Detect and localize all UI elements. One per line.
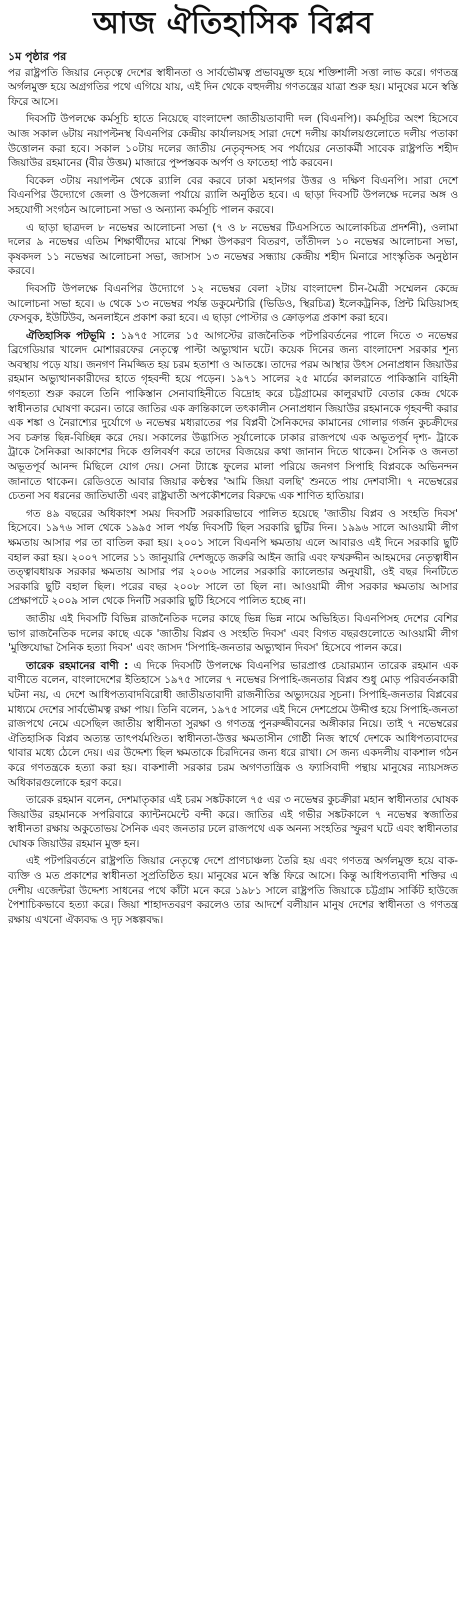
section-heading-message: তারেক রহমানের বাণী : (26, 659, 129, 672)
article-body (8, 50, 458, 927)
paragraph: এই পটপরিবর্তনে রাষ্ট্রপতি জিয়ার নেতৃত্বে দেশে প্রাণচাঞ্চল্য তৈরি হয় এবং গণতন্ত্র অর্গলমুক্ত হয়ে বাক-ব্যক্তি ও মত প্রকাশের স্বাধীনতা সুপ্রতিষ্ঠিত হয়। মানুষের মনে স্বস্তি ফিরে আসে। কিন্তু আধিপত্যবাদী শক্তির এ দেশীয় এজেন্টরা উদ্দেশ্য সাধনের পথে কাঁটা মনে করে ১৯৮১ সালে রাষ্ট্রপতি জিয়াকে চট্টগ্রাম সার্কিট হাউজে পৈশাচিকভাবে হত্যা করে। জিয়া শাহাদতবরণ করলেও তার আদর্শে বলীয়ান মানুষ দেশের স্বাধীনতা ও গণতন্ত্র রক্ষায় এখনো ঐক্যবদ্ধ ও দৃঢ় সঙ্কল্পবদ্ধ। (8, 855, 458, 926)
paragraph: এ ছাড়া ছাত্রদল ৮ নভেম্বর আলোচনা সভা (৭ ও ৮ নভেম্বর টিএসসিতে আলোকচিত্র প্রদর্শনী), ওলামা দলের ৯ নভেম্বর এতিম শিক্ষার্থীদের মাঝে শিক্ষা উপকরণ বিতরণ, তাঁতীদল ১০ নভেম্বর আলোচনা সভা, কৃষকদল ১১ নভেম্বর আলোচনা সভা, জাসাস ১৩ নভেম্বর সন্ধ্যায় কেন্দ্রীয় শহীদ মিনারে সাংস্কৃতিক অনুষ্ঠান করবে। (8, 221, 458, 278)
paragraph: গত ৪৯ বছরের অধিকাংশ সময় দিবসটি সরকারিভাবে পালিত হয়েছে 'জাতীয় বিপ্লব ও সংহতি দিবস' হিসেবে। ১৯৭৬ সাল থেকে ১৯৯৫ সাল পর্যন্ত দিবসটি ছিল সরকারি ছুটির দিন। ১৯৯৬ সালে আওয়ামী লীগ ক্ষমতায় আসার পর তা বাতিল করা হয়। ২০০১ সালে বিএনপি ক্ষমতায় এলে আবারও এই দিনে সরকারি ছুটি বহাল করা হয়। ২০০৭ সালের ১১ জানুয়ারি দেশজুড়ে জরুরি আইন জারি এবং ফখরুদ্দীন আহমদের নেতৃত্বাধীন তত্ত্বাবধায়ক সরকার ক্ষমতায় আসার পর ২০০৬ সালের সরকারি ক্যালেন্ডার অনুযায়ী, ওই বছর দিনটিতে সরকারি ছুটি বহাল ছিল। পরের বছর ২০০৮ সালে তা ছিল না। আওয়ামী লীগ সরকার ক্ষমতায় আসার প্রেক্ষাপটে ২০০৯ সাল থেকে দিনটি সরকারি ছুটি হিসেবে পালিত হচ্ছে না। (8, 507, 458, 608)
paragraph: তারেক রহমান বলেন, দেশমাতৃকার এই চরম সঙ্কটকালে ৭৫ এর ৩ নভেম্বর কুচক্রীরা মহান স্বাধীনতার ঘোষক জিয়াউর রহমানকে সপরিবারে ক্যান্টনমেন্টে বন্দী করে। জাতির এই গভীর সঙ্কটকালে ৭ নভেম্বর স্বজাতির স্বাধীনতা রক্ষায় অকুতোভয় সৈনিক এবং জনতার ঢলে রাজপথে এক অনন্য সংহতির স্ফুরণ ঘটে এবং স্বাধীনতার ঘোষক জিয়াউর রহমান মুক্ত হন। (8, 794, 458, 850)
paragraph: বিকেল ৩টায় নয়াপল্টন থেকে র‍্যালি বের করবে ঢাকা মহানগর উত্তর ও দক্ষিণ বিএনপি। সারা দেশে বিএনপির উদ্যোগে জেলা ও উপজেলা পর্যায়ে র‍্যালি অনুষ্ঠিত হবে। এ ছাড়া দিবসটি উপলক্ষে দলের অঙ্গ ও সহযোগী সংগঠন আলোচনা সভা ও অন্যান্য কর্মসূচি পালন করবে। (8, 174, 458, 216)
continued-label: ১ম পৃষ্ঠার পর (8, 50, 67, 63)
section-heading-history: ঐতিহাসিক পটভূমি : (26, 329, 116, 342)
section-message (8, 659, 458, 790)
section-history (8, 329, 458, 504)
headline: আজ ঐতিহাসিক বিপ্লব (92, 6, 374, 41)
paragraph: দিবসটি উপলক্ষে বিএনপির উদ্যোগে ১২ নভেম্বর বেলা ২টায় বাংলাদেশ চীন-মৈত্রী সম্মেলন কেন্দ্রে আলোচনা সভা হবে। ৬ থেকে ১৩ নভেম্বর পর্যন্ত ডকুমেন্টারি (ভিডিও, স্থিরচিত্র) ইলেকট্রনিক, প্রিন্ট মিডিয়াসহ ফেসবুক, ইউটিউব, অনলাইনে প্রকাশ করা হবে। এ ছাড়া পোস্টার ও ক্রোড়পত্র প্রকাশ করা হবে। (8, 282, 458, 325)
section-message-text: এ দিকে দিবসটি উপলক্ষে বিএনপির ভারপ্রাপ্ত চেয়ারম্যান তারেক রহমান এক বাণীতে বলেন, বাংলাদেশের ইতিহাসে ১৯৭৫ সালের ৭ নভেম্বর সিপাহি-জনতার বিপ্লব শুধু মোড় পরিবর্তনকারী ঘটনা নয়, এ দেশে আধিপত্যবাদবিরোধী জাতীয়তাবাদী রাজনীতির অভ্যুদয়ের সূচনা। সিপাহি-জনতার বিপ্লবের মাধ্যমে দেশের সার্বভৌমত্ব রক্ষা পায়। তিনি বলেন, ১৯৭৫ সালের এই দিনে দেশপ্রেমে উদ্দীপ্ত হয়ে সিপাহি-জনতা রাজপথে নেমে এসেছিল জাতীয় স্বাধীনতা সুরক্ষা ও গণতন্ত্র পুনরুজ্জীবনের অঙ্গীকার নিয়ে। তাই ৭ নভেম্বরের ঐতিহাসিক বিপ্লব অত্যন্ত তাৎপর্যমণ্ডিত। স্বাধীনতা-উত্তর ক্ষমতাসীন গোষ্ঠী নিজ স্বার্থে দেশকে আধিপত্যবাদের থাবার মধ্যে ঠেলে দেয়। এর উদ্দেশ্য ছিল ক্ষমতাকে চিরদিনের জন্য ধরে রাখা। সে জন্য একদলীয় বাকশাল গঠন করে গণতন্ত্রকে হত্যা করা হয়। বাকশালী সরকার চরম অগণতান্ত্রিক ও ফ্যাসিবাদী পন্থায় মানুষের ন্যায়সঙ্গত অধিকারগুলোকে হরণ করে। (8, 659, 458, 789)
section-history-text: ১৯৭৫ সালের ১৫ আগস্টের রাজনৈতিক পটপরিবর্তনের পালে দিতে ৩ নভেম্বর ব্রিগেডিয়ার খালেদ মোশাররফের নেতৃত্বে পাল্টা অভ্যুত্থান ঘটে। কয়েক দিনের জন্য বাংলাদেশ সরকার শূন্য অবস্থায় পড়ে যায়। জনগণ নিমজ্জিত হয় চরম হতাশা ও আতঙ্কে। তাদের পরম আস্থার উৎস সেনাপ্রধান জিয়াউর রহমান অভ্যুত্থানকারীদের হাতে গৃহবন্দী হয়ে পড়েন। ১৯৭১ সালের ২৫ মার্চের কালরাতে পাকিস্তানি বাহিনী গণহত্যা শুরু করলে তিনি পাকিস্তান সেনাবাহিনীতে বিদ্রোহ করে চট্টগ্রামের কালুরঘাট বেতার কেন্দ্র থেকে স্বাধীনতার ঘোষণা করেন। তারে জাতির এক ক্রান্তিকালে তৎকালীন সেনাপ্রধান জিয়াউর রহমানকে গৃহবন্দী করার এক শঙ্কা ও নৈরাশ্যের দুর্যোগে ৬ নভেম্বর মধ্যরাতের পর বিপ্লবী সৈনিকদের কামানের গোলার গর্জন কুচক্রীদের সব চক্রান্ত ছিন্ন-বিচ্ছিন্ন করে দেয়। সকালের উদ্ভাসিত সূর্যালোকে ঢাকার রাজপথে এক অভূতপূর্ব দৃশ্য- ট্রাকে ট্রাকে সৈনিকরা আকাশের দিকে গুলিবর্ষণ করে তাদের বিজয়ের কথা জানান দিতে থাকেন। সৈনিক ও জনতা অভূতপূর্ব আনন্দ মিছিলে যোগ দেয়। সেনা ট্যাঙ্কে ফুলের মালা পরিয়ে জনগণ সিপাহি বিপ্লবকে অভিনন্দন জানাতে থাকেন। রেডিওতে আবার জিয়ার কণ্ঠস্বর 'আমি জিয়া বলছি' শুনতে পায় দেশবাসী। ৭ নভেম্বরের চেতনা সব ধরনের জাতিঘাতী এবং রাষ্ট্রঘাতী অপকৌশলের বিরুদ্ধে এক শাণিত হাতিয়ার। (8, 329, 458, 503)
paragraph: জাতীয় এই দিবসটি বিভিন্ন রাজনৈতিক দলের কাছে ভিন্ন ভিন্ন নামে অভিহিত। বিএনপিসহ দেশের বেশির ভাগ রাজনৈতিক দলের কাছে একে 'জাতীয় বিপ্লব ও সংহতি দিবস' এবং বিগত বছরগুলোতে আওয়ামী লীগ 'মুক্তিযোদ্ধা সৈনিক হত্যা দিবস' এবং জাসদ 'সিপাহি-জনতার অভ্যুত্থান দিবস' হিসেবে পালন করে। (8, 612, 458, 655)
paragraph: পর রাষ্ট্রপতি জিয়ার নেতৃত্বে দেশের স্বাধীনতা ও সার্বভৌমত্ব প্রভাবমুক্ত হয়ে শক্তিশালী সত্তা লাভ করে। গণতন্ত্র অর্গলমুক্ত হয়ে অগ্রগতির পথে এগিয়ে যায়, এই দিন থেকে বহুদলীয় গণতন্ত্রের যাত্রা শুরু হয়। মানুষের মনে স্বস্তি ফিরে আসে। (8, 66, 458, 108)
paragraph: দিবসটি উপলক্ষে কর্মসূচি হাতে নিয়েছে বাংলাদেশ জাতীয়তাবাদী দল (বিএনপি)। কর্মসূচির অংশ হিসেবে আজ সকাল ৬টায় নয়াপল্টনস্থ বিএনপির কেন্দ্রীয় কার্যালয়সহ সারা দেশে দলীয় কার্যালয়গুলোতে দলীয় পতাকা উত্তোলন করা হবে। সকাল ১০টায় দলের জাতীয় নেতৃবৃন্দসহ সব পর্যায়ের নেতাকর্মী সাবেক রাষ্ট্রপতি শহীদ জিয়াউর রহমানের (বীর উত্তম) মাজারে পুষ্পস্তবক অর্পণ ও ফাতেহা পাঠ করবেন। (8, 113, 458, 170)
